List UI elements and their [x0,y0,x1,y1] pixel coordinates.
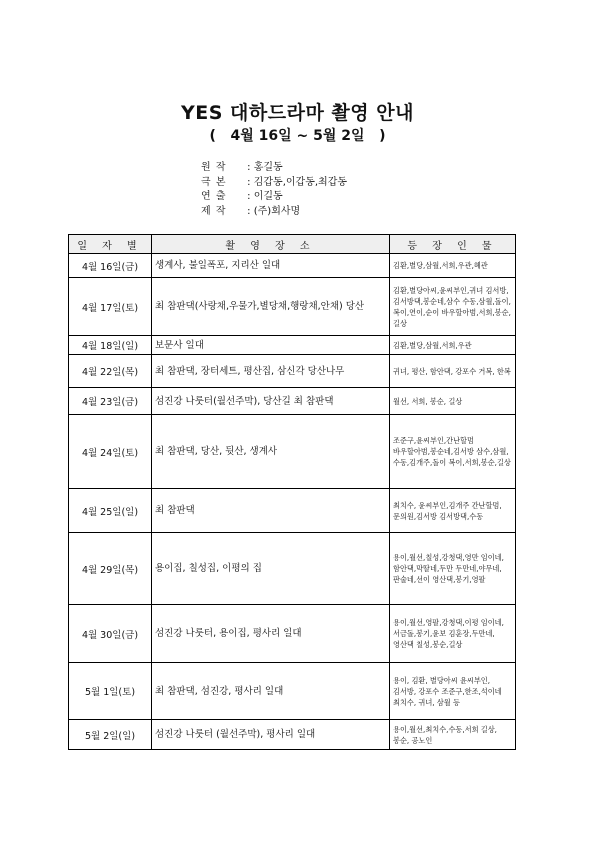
row-location: 최 참판댁, 장터세트, 평산집, 삼신각 당산나무 [152,355,390,388]
row-date: 4월 16일(금) [69,254,152,278]
row-cast: 김환,별당,삼월,서희,우관 [390,336,516,355]
row-date: 5월 2일(일) [69,720,152,750]
table-header-row [69,235,516,254]
row-date: 4월 24일(토) [69,415,152,489]
row-date: 4월 29일(목) [69,533,152,605]
row-cast: 용이,월선,칠성,강청댁,영만 임이네,함안댁,막딸네,두만 두만네,야무네,판술네,선이 영산댁,봉기,영팔 [390,533,516,605]
credit-label: 제 작 [201,205,227,217]
row-cast: 조준구,윤씨부인,간난할멈 바우할아범,봉순네,김서방 삼수,삼월,수동,김개주,돌이 복이,서희,봉순,길상 [390,415,516,489]
credit-production: 제 작 : (주)회사명 [201,205,347,220]
row-date: 4월 30일(금) [69,605,152,663]
table-row [69,388,516,415]
row-date: 4월 25일(일) [69,489,152,533]
row-location: 섬진강 나룻터 (월선주막), 평사리 일대 [152,720,390,750]
header-location: 촬 영 장 소 [152,235,390,254]
row-location: 최 참판댁(사랑채,우물가,별당채,행랑채,안채) 당산 [152,278,390,336]
row-cast: 용이,월선,영팔,강청댁,이평 임이네,서금돌,봉기,윤보 김훈장,두만네,영산댁 칠성,봉순,길상 [390,605,516,663]
table-row [69,278,516,336]
credit-screenplay: 극 본 : 김갑동,이갑동,최갑동 [201,176,347,191]
credit-value: (주)회사명 [253,205,301,217]
credit-label: 연 출 [201,191,227,202]
row-location: 용이집, 칠성집, 이평의 집 [152,533,390,605]
row-location: 생계사, 불일폭포, 지리산 일대 [152,254,390,278]
row-cast: 귀녀, 평산, 함안댁, 강포수 거복, 한복 [390,355,516,388]
row-date: 4월 18일(일) [69,336,152,355]
table-row [69,605,516,663]
schedule-table [68,234,516,750]
row-date: 5월 1일(토) [69,663,152,720]
table-row [69,254,516,278]
credit-value: 김갑동,이갑동,최갑동 [253,176,348,188]
row-location: 보문사 일대 [152,336,390,355]
row-date: 4월 17일(토) [69,278,152,336]
row-location: 섬진강 나룻터, 용이집, 평사리 일대 [152,605,390,663]
credit-value: 이길동 [253,191,283,202]
row-location: 최 참판댁, 당산, 뒷산, 생계사 [152,415,390,489]
row-cast: 용이, 김환, 별당아씨 윤씨부인,김서방, 강포수 조준구,한조,석이네 최치수, 귀녀, 삼월 등 [390,663,516,720]
document-title: YES 대하드라마 촬영 안내 [181,102,414,124]
row-location: 최 참판댁, 섬진강, 평사리 일대 [152,663,390,720]
credits-block [201,161,347,219]
header-cast: 등 장 인 물 [390,235,516,254]
credit-value: 홍길동 [253,162,283,173]
row-location: 최 참판댁 [152,489,390,533]
table-row [69,533,516,605]
row-date: 4월 23일(금) [69,388,152,415]
row-cast: 월선, 서희, 봉순, 길상 [390,388,516,415]
table-row [69,720,516,750]
table-row [69,415,516,489]
row-date: 4월 22일(목) [69,355,152,388]
credit-director: 연 출 : 이길동 [201,190,347,205]
credit-label: 원 작 [201,162,227,173]
table-row [69,489,516,533]
table-row [69,336,516,355]
row-cast: 김환,별당,삼월,서희,우관,혜관 [390,254,516,278]
credit-original: 원 작 : 홍길동 [201,161,347,176]
table-row [69,663,516,720]
table-row [69,355,516,388]
header-date: 일 자 별 [69,235,152,254]
row-location: 섬진강 나룻터(월선주막), 당산길 최 참판댁 [152,388,390,415]
date-range: ( 4월 16일 ~ 5월 2일 ) [209,128,386,144]
row-cast: 최치수, 윤씨부인,김개주 간난할멈,문의원,김서방 김서방댁,수동 [390,489,516,533]
credit-label: 극 본 [201,176,227,188]
row-cast: 김환,별당아씨,윤씨부인,귀녀 김서방,김서방댁,봉순네,삼수 수동,삼월,돌이,복이,연이,순이 바우할아범,서희,봉순, 길상 [390,278,516,336]
row-cast: 용이,월선,최치수,수동,서희 길상, 봉순, 공노인 [390,720,516,750]
